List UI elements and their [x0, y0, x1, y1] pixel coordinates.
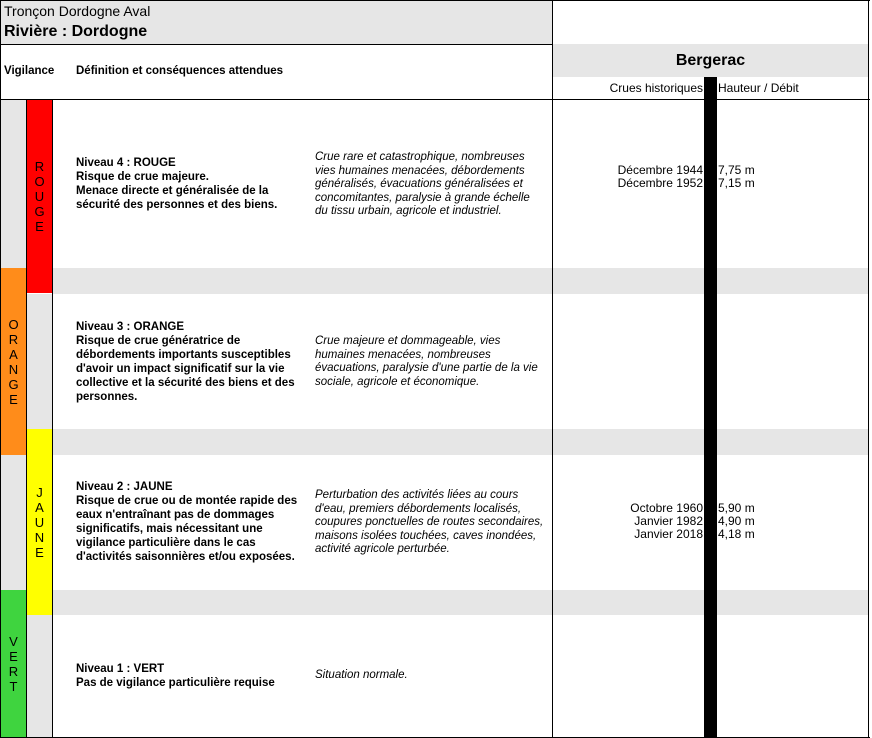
rule-header-1	[0, 44, 553, 45]
band-rouge: R O U G E	[27, 100, 52, 293]
history-date: Décembre 1944	[617, 163, 703, 177]
level-4-definition: Niveau 4 : ROUGE Risque de crue majeure. Menace directe et généralisée de la sécurité des personnes et des biens.	[76, 157, 278, 211]
separator-row-2	[53, 429, 868, 455]
level-4-consequences: Crue rare et catastrophique, nombreuses vies humaines menacées, débordements généralisés, évacuations généralisées et concomitantes, paralysie à grande échelle du tissu urbain, agricole et industriel.	[315, 151, 530, 217]
outer-band-bg	[1, 100, 26, 268]
subheader-height-flow: Hauteur / Débit	[718, 81, 799, 95]
history-value: 7,15 m	[718, 176, 755, 190]
separator-row-3	[53, 590, 868, 615]
level-2-history-dates	[560, 502, 703, 541]
history-value: 4,18 m	[718, 527, 755, 541]
inner-band-bg	[27, 294, 52, 429]
station-header	[553, 44, 868, 77]
col-vigilance-header: Vigilance	[4, 65, 55, 77]
gauge-bar	[704, 77, 717, 738]
level-1-definition: Niveau 1 : VERT Pas de vigilance particulière requise	[76, 663, 275, 689]
level-2-title: Niveau 2 : JAUNE	[76, 481, 173, 493]
history-date: Décembre 1952	[617, 176, 703, 190]
rule-col-band-2	[52, 99, 53, 738]
level-1-consequences: Situation normale.	[315, 669, 408, 681]
level-4-title: Niveau 4 : ROUGE	[76, 157, 176, 169]
band-jaune: J A U N E	[27, 429, 52, 615]
subheader-historic-floods: Crues historiques	[609, 81, 703, 95]
level-3-title: Niveau 3 : ORANGE	[76, 321, 184, 333]
outer-band-bg-2	[1, 455, 26, 590]
river-name: Rivière : Dordogne	[4, 23, 148, 40]
history-value: 7,75 m	[718, 163, 755, 177]
history-date: Octobre 1960	[630, 501, 703, 515]
rule-header-2	[0, 99, 870, 100]
history-date: Janvier 2018	[634, 527, 703, 541]
level-3-definition: Niveau 3 : ORANGE Risque de crue génératrice de débordements importants susceptibles d'avoir un impact significatif sur la vie collective et la sécurité des biens et des personnes.	[76, 321, 295, 403]
inner-band-bg-2	[27, 615, 52, 737]
history-date: Janvier 1982	[634, 514, 703, 528]
history-value: 4,90 m	[718, 514, 755, 528]
border-right	[868, 0, 869, 738]
separator-row-1	[53, 268, 868, 294]
band-vert: V E R T	[1, 590, 26, 737]
level-2-definition: Niveau 2 : JAUNE Risque de crue ou de montée rapide des eaux n'entraînant pas de dommages significatifs, mais nécessitant une vigilance particulière dans le cas d'activités saisonnières et/ou exposées.	[76, 481, 298, 563]
border-left	[0, 0, 1, 738]
level-4-history-values	[718, 164, 755, 190]
level-4-history-dates	[560, 164, 703, 190]
rule-col-band-1	[26, 99, 27, 738]
col-definition-header: Définition et conséquences attendues	[76, 65, 284, 77]
rule-col-station	[552, 0, 553, 738]
section-name: Tronçon Dordogne Aval	[4, 3, 151, 19]
level-2-history-values	[718, 502, 755, 541]
level-2-consequences: Perturbation des activités liées au cours d'eau, premiers débordements localisés, coupures ponctuelles de routes secondaires, maisons isolées touchées, caves inondées, activité agricole perturbée.	[315, 489, 544, 555]
level-3-consequences: Crue majeure et dommageable, vies humaines menacées, nombreuses évacuations, paralysie d'une partie de la vie sociale, agricole et économique.	[315, 335, 538, 388]
border-top	[0, 0, 870, 1]
history-value: 5,90 m	[718, 501, 755, 515]
band-orange: O R A N G E	[1, 268, 26, 455]
level-1-title: Niveau 1 : VERT	[76, 663, 165, 675]
station-name: Bergerac	[675, 51, 746, 69]
